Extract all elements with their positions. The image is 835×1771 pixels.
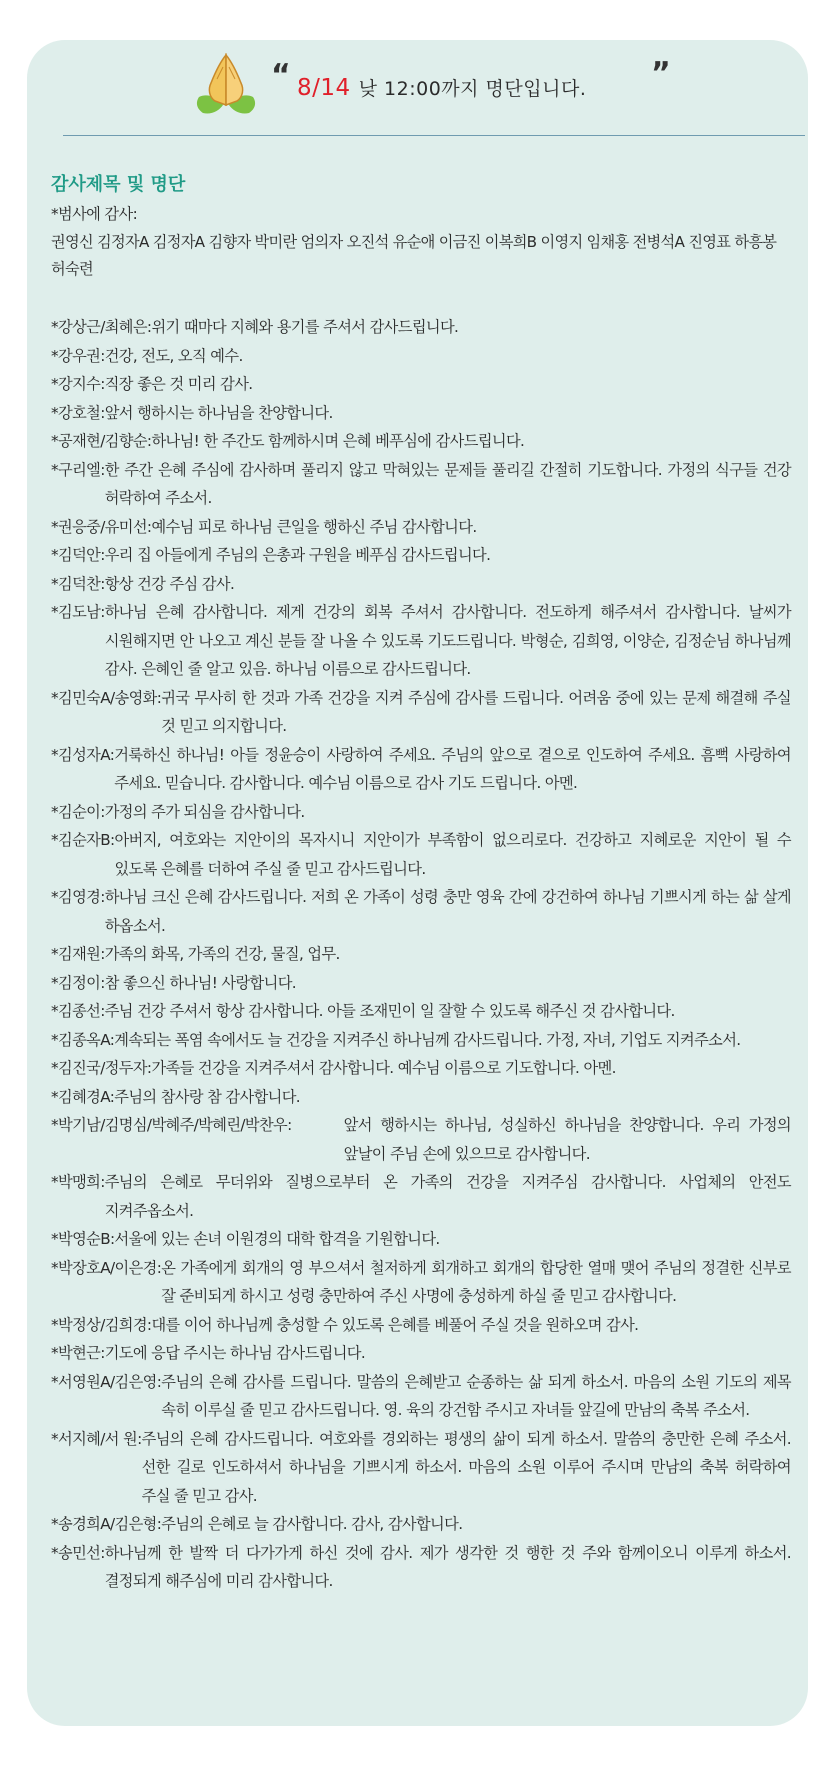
entry-name: *김진국/정두자: xyxy=(51,1059,152,1077)
prayer-entry xyxy=(51,570,791,599)
entry-text: 가족들 건강을 지켜주셔서 감사합니다. 예수님 이름으로 기도합니다. 아멘. xyxy=(151,1059,616,1077)
entry-name: *김재원: xyxy=(51,945,105,963)
prayer-entry xyxy=(51,1339,791,1368)
praying-hands-icon xyxy=(193,49,259,119)
entry-text: 예수님 피로 하나님 큰일을 행하신 주님 감사합니다. xyxy=(151,517,477,536)
prayer-entry xyxy=(51,1168,791,1225)
entry-name: *김종선: xyxy=(51,1002,105,1020)
entry-text: 주님의 참사랑 참 감사합니다. xyxy=(114,1087,301,1106)
prayer-entry xyxy=(51,826,791,883)
prayer-entry xyxy=(51,342,791,371)
prayer-entry xyxy=(51,1425,791,1511)
entry-text: 앞서 행하시는 하나님, 성실하신 하나님을 찬양합니다. 우리 가정의 앞날이 주님 손에 있으므로 감사합니다. xyxy=(343,1116,791,1163)
entry-text: 한 주간 은혜 주심에 감사하며 풀리지 않고 막혀있는 문제들 풀리길 간절히 기도합니다. 가정의 식구들 건강 허락하여 주소서. xyxy=(104,460,791,507)
quote-close: ” xyxy=(651,56,671,91)
prayer-entry xyxy=(51,883,791,940)
prayer-entry xyxy=(51,370,791,399)
deadline-notice xyxy=(297,74,586,101)
entry-text: 계속되는 폭염 속에서도 늘 건강을 지켜주신 하나님께 감사드립니다. 가정, 자녀, 기업도 지켜주소서. xyxy=(114,1030,741,1049)
entry-text: 주님의 은혜로 무더위와 질병으로부터 온 가족의 건강을 지켜주심 감사합니다. 사업체의 안전도 지켜주옵소서. xyxy=(104,1173,791,1220)
entry-text: 대를 이어 하나님께 충성할 수 있도록 은혜를 베풀어 주실 것을 원하오며 감사. xyxy=(151,1315,639,1334)
entry-name: *강호철: xyxy=(51,403,105,422)
prayer-entry xyxy=(51,1311,791,1340)
entry-name: *박장호A/이은경: xyxy=(51,1258,162,1277)
entry-text: 가정의 주가 되심을 감사합니다. xyxy=(104,802,305,821)
content xyxy=(51,170,791,1596)
entry-name: *구리엘: xyxy=(51,460,105,479)
entry-name: *박현근: xyxy=(51,1344,105,1362)
prayer-entry xyxy=(51,997,791,1026)
entry-name: *공재현/김향순: xyxy=(51,432,152,450)
entry-name: *김덕찬: xyxy=(51,574,105,593)
prayer-entry xyxy=(51,1510,791,1539)
entry-text: 하나님! 한 주간도 함께하시며 은혜 베푸심에 감사드립니다. xyxy=(151,432,525,450)
entry-text: 아버지, 여호와는 지안이의 목자시니 지안이가 부족함이 없으리로다. 건강하고 지혜로운 지안이 될 수 있도록 은혜를 더하여 주실 줄 믿고 감사드립니다. xyxy=(114,831,791,878)
entry-text: 가족의 화목, 가족의 건강, 물질, 업무. xyxy=(104,945,340,963)
entry-name: *김정이: xyxy=(51,973,105,992)
entry-text: 건강, 전도, 오직 예수. xyxy=(104,346,243,365)
prayer-entry xyxy=(51,1254,791,1311)
entry-name: *박기남/김명심/박혜주/박혜린/박찬우: xyxy=(51,1116,292,1134)
prayer-entry xyxy=(51,684,791,741)
prayer-entry xyxy=(51,1111,791,1168)
entry-name: *강상근/최혜은: xyxy=(51,318,152,336)
prayer-entry xyxy=(51,541,791,570)
prayer-entry xyxy=(51,456,791,513)
entry-text: 앞서 행하시는 하나님을 찬양합니다. xyxy=(104,403,333,422)
entry-text: 직장 좋은 것 미리 감사. xyxy=(104,375,253,393)
entry-text: 우리 집 아들에게 주님의 은총과 구원을 베푸심 감사드립니다. xyxy=(104,546,491,564)
prayer-entry xyxy=(51,1083,791,1112)
prayer-entry xyxy=(51,1026,791,1055)
entry-name: *박정상/김희경: xyxy=(51,1315,152,1334)
prayer-entry xyxy=(51,313,791,342)
divider xyxy=(63,135,805,136)
entry-name: *박맹희: xyxy=(51,1173,105,1191)
entry-text: 하나님 크신 은혜 감사드립니다. 저희 온 가족이 성령 충만 영육 간에 강건하여 하나님 기쁘시게 하는 삶 살게 하옵소서. xyxy=(104,888,791,935)
prayer-list-card xyxy=(27,40,808,1726)
general-thanks-names: 권영신 김정자A 김정자A 김향자 박미란 엄의자 오진석 유순애 이금진 이복희B 이영지 임채홍 전병석A 진영표 하흥봉 허숙련 xyxy=(51,233,777,278)
entry-name: *김순이: xyxy=(51,802,105,821)
entry-name: *김혜경A: xyxy=(51,1087,115,1106)
prayer-entry xyxy=(51,1368,791,1425)
entry-text: 귀국 무사히 한 것과 가족 건강을 지켜 주심에 감사를 드립니다. 어려움 중에 있는 문제 해결해 주실 것 믿고 의지합니다. xyxy=(161,688,791,735)
entry-text: 기도에 응답 주시는 하나님 감사드립니다. xyxy=(104,1344,366,1362)
entry-name: *강우권: xyxy=(51,346,105,365)
entry-text: 서울에 있는 손녀 이원경의 대학 합격을 기원합니다. xyxy=(114,1230,440,1248)
entry-text: 하나님께 한 발짝 더 다가가게 하신 것에 감사. 제가 생각한 것 행한 것 주와 함께이오니 이루게 하소서. 결정되게 해주심에 미리 감사합니다. xyxy=(104,1543,791,1590)
prayer-entry xyxy=(51,1539,791,1596)
prayer-entry xyxy=(51,940,791,969)
prayer-entry xyxy=(51,513,791,542)
entry-text: 온 가족에게 회개의 영 부으셔서 철저하게 회개하고 회개의 합당한 열매 맺어 주님의 정결한 신부로 잘 준비되게 하시고 성령 충만하여 주신 사명에 충성하게 하실 줄 믿고 감사합니다. xyxy=(161,1258,791,1305)
entry-text: 참 좋으신 하나님! 사랑합니다. xyxy=(104,973,296,992)
entry-text: 주님 건강 주셔서 항상 감사합니다. 아들 조재민이 일 잘할 수 있도록 해주신 것 감사합니다. xyxy=(104,1002,675,1020)
entry-text: 주님의 은혜 감사를 드립니다. 말씀의 은혜받고 순종하는 삶 되게 하소서. 마음의 소원 기도의 제목 속히 이루실 줄 믿고 감사드립니다. 영. 육의 강건함 주시고 자녀들 앞길에 만남의 축복 주소서. xyxy=(161,1372,791,1419)
prayer-entry xyxy=(51,798,791,827)
entry-name: *권응중/유미선: xyxy=(51,517,152,536)
prayer-entry xyxy=(51,969,791,998)
notice-date: 8/14 xyxy=(297,75,351,101)
prayer-entries xyxy=(51,313,791,1596)
entry-text: 주님의 은혜 감사드립니다. 여호와를 경외하는 평생의 삶이 되게 하소서. 말씀의 충만한 은혜 주소서. 선한 길로 인도하셔서 하나님을 기쁘시게 하소서. 마음의 소원 이루어 주시며 만남의 축복 허락하여 주실 줄 믿고 감사. xyxy=(141,1429,791,1505)
prayer-entry xyxy=(51,427,791,456)
header xyxy=(27,40,808,136)
section-title: 감사제목 및 명단 xyxy=(51,174,186,195)
entry-text: 거룩하신 하나님! 아들 정윤승이 사랑하여 주세요. 주님의 앞으로 곁으로 인도하여 주세요. 흠뻑 사랑하여 주세요. 믿습니다. 감사합니다. 예수님 이름으로 감사 기도 드립니다. 아멘. xyxy=(114,745,791,792)
entry-text: 하나님 은혜 감사합니다. 제게 건강의 회복 주셔서 감사합니다. 전도하게 해주셔서 감사합니다. 날씨가 시원해지면 안 나오고 계신 분들 잘 나올 수 있도록 기도드립니다. 박형순, 김희영, 이양순, 김정순님 하나님께 감사. 은혜인 줄 알고 있음. 하나님 이름으로 감사드립니다. xyxy=(104,603,791,678)
prayer-entry xyxy=(51,598,791,684)
entry-name: *서영원A/김은영: xyxy=(51,1372,162,1391)
prayer-entry xyxy=(51,741,791,798)
entry-name: *김순자B: xyxy=(51,831,115,849)
entry-name: *김영경: xyxy=(51,888,105,906)
entry-name: *강지수: xyxy=(51,375,105,393)
entry-name: *서지혜/서 원: xyxy=(51,1429,142,1448)
prayer-entry xyxy=(51,1054,791,1083)
entry-text: 주님의 은혜로 늘 감사합니다. 감사, 감사합니다. xyxy=(161,1515,463,1533)
entry-name: *김도남: xyxy=(51,603,105,621)
entry-text: 항상 건강 주심 감사. xyxy=(104,574,235,593)
notice-text: 낮 12:00까지 명단입니다. xyxy=(358,78,587,100)
prayer-entry xyxy=(51,1225,791,1254)
entry-name: *김민숙A/송영화: xyxy=(51,688,162,707)
entry-name: *송경희A/김은형: xyxy=(51,1515,162,1533)
prayer-entry xyxy=(51,399,791,428)
entry-name: *김덕안: xyxy=(51,546,105,564)
quote-open: “ xyxy=(271,58,291,93)
entry-name: *김성자A: xyxy=(51,745,115,764)
entry-text: 위기 때마다 지혜와 용기를 주셔서 감사드립니다. xyxy=(151,318,459,336)
entry-name: *송민선: xyxy=(51,1543,105,1562)
entry-name: *박영순B: xyxy=(51,1230,115,1248)
entry-name: *김종옥A: xyxy=(51,1030,115,1049)
general-thanks-label: *범사에 감사: xyxy=(51,205,138,223)
